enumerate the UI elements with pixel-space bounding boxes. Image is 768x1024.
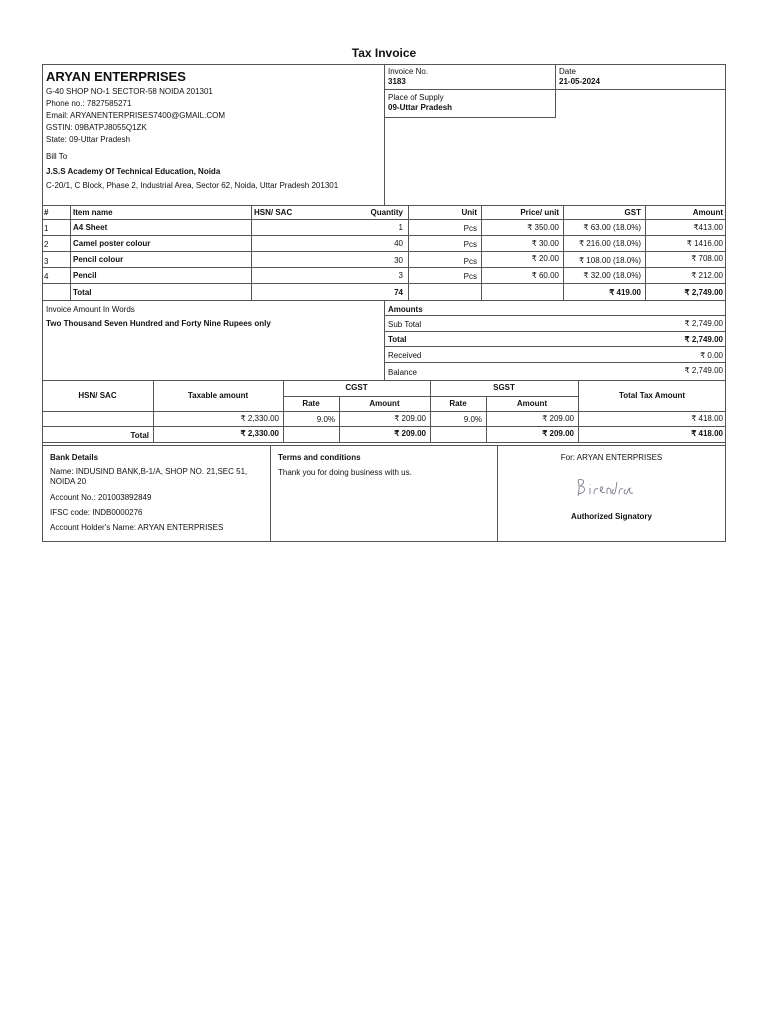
items-header-name: Item name bbox=[73, 208, 113, 217]
item-gst: ₹ 32.00 (18.0%) bbox=[583, 271, 641, 280]
tax-header-hsn: HSN/ SAC bbox=[78, 391, 117, 400]
bill-to-address: C-20/1, C Block, Phase 2, Industrial Area, Sector 62, Noida, Uttar Pradesh 201301 bbox=[46, 181, 339, 190]
items-header-unit: Unit bbox=[461, 208, 477, 217]
item-quantity: 3 bbox=[398, 271, 403, 280]
tax-row-cgst-rate: 9.0% bbox=[316, 415, 335, 424]
items-col-rule bbox=[70, 205, 71, 300]
bank-holder: Account Holder's Name: ARYAN ENTERPRISES bbox=[50, 523, 224, 532]
tax-header-total-tax: Total Tax Amount bbox=[618, 391, 686, 400]
invoice-no: 3183 bbox=[388, 77, 406, 86]
items-total-amount: ₹ 2,749.00 bbox=[684, 288, 723, 297]
total-label: Total bbox=[388, 335, 407, 344]
item-gst: ₹ 108.00 (18.0%) bbox=[578, 256, 641, 265]
item-unit: Pcs bbox=[463, 224, 477, 233]
invoice-no-label: Invoice No. bbox=[388, 67, 429, 76]
tax-total-sgst-amount: ₹ 209.00 bbox=[542, 429, 574, 438]
item-gst: ₹ 216.00 (18.0%) bbox=[578, 239, 641, 248]
seller-gstin: GSTIN: 09BATPJ8055Q1ZK bbox=[46, 123, 147, 132]
item-index: 3 bbox=[44, 257, 49, 266]
items-row-rule bbox=[42, 251, 726, 252]
tax-table-bottom bbox=[42, 442, 726, 443]
seller-address: G-40 SHOP NO-1 SECTOR-58 NOIDA 201301 bbox=[46, 87, 213, 96]
tax-row-cgst-amount: ₹ 209.00 bbox=[394, 414, 426, 423]
item-gst: ₹ 63.00 (18.0%) bbox=[583, 223, 641, 232]
items-total-label: Total bbox=[73, 288, 92, 297]
item-quantity: 30 bbox=[394, 256, 403, 265]
header-rule-2 bbox=[384, 117, 555, 118]
item-name: Pencil colour bbox=[73, 255, 124, 264]
item-amount: ₹ 708.00 bbox=[691, 254, 723, 263]
item-quantity: 1 bbox=[398, 223, 403, 232]
tax-header-cgst-rate: Rate bbox=[302, 399, 320, 408]
document-title: Tax Invoice bbox=[351, 46, 417, 60]
header-divider bbox=[384, 64, 385, 206]
tax-row-rule bbox=[42, 426, 726, 427]
bank-name: Name: INDUSIND BANK,B-1/A, SHOP NO. 21,SEC 51, NOIDA 20 bbox=[50, 467, 248, 486]
place-of-supply: 09-Uttar Pradesh bbox=[388, 103, 453, 112]
items-row-rule bbox=[42, 267, 726, 268]
items-total-gst: ₹ 419.00 bbox=[609, 288, 641, 297]
bank-ifsc: IFSC code: INDB0000276 bbox=[50, 508, 143, 517]
date-label: Date bbox=[559, 67, 576, 76]
header-divider-2 bbox=[555, 64, 556, 118]
items-col-rule bbox=[408, 205, 409, 300]
amounts-rule bbox=[384, 362, 726, 363]
bill-to-label: Bill To bbox=[46, 152, 68, 161]
amounts-rule bbox=[384, 315, 726, 316]
items-header-hsn: HSN/ SAC bbox=[254, 208, 293, 217]
amounts-divider bbox=[384, 300, 385, 380]
amounts-label: Amounts bbox=[388, 305, 423, 314]
items-col-rule bbox=[563, 205, 564, 300]
item-quantity: 40 bbox=[394, 239, 403, 248]
items-row-rule bbox=[42, 283, 726, 284]
bank-account: Account No.: 201003892849 bbox=[50, 493, 152, 502]
amount-in-words: Two Thousand Seven Hundred and Forty Nine Rupees only bbox=[46, 319, 271, 328]
bank-details-label: Bank Details bbox=[50, 453, 99, 462]
items-col-rule bbox=[251, 205, 252, 300]
item-index: 4 bbox=[44, 272, 49, 281]
authorized-signatory-label: Authorized Signatory bbox=[571, 512, 652, 521]
tax-header-taxable: Taxable amount bbox=[187, 391, 249, 400]
items-total-quantity: 74 bbox=[394, 288, 403, 297]
item-price: ₹ 20.00 bbox=[531, 254, 559, 263]
tax-header-rule bbox=[42, 411, 726, 412]
sub-total-value: ₹ 2,749.00 bbox=[684, 319, 723, 328]
amounts-rule bbox=[384, 346, 726, 347]
invoice-date: 21-05-2024 bbox=[559, 77, 600, 86]
footer-col-rule bbox=[270, 445, 271, 542]
header-rule bbox=[384, 89, 726, 90]
items-header-amount: Amount bbox=[692, 208, 723, 217]
amount-in-words-label: Invoice Amount In Words bbox=[46, 305, 135, 314]
terms-label: Terms and conditions bbox=[278, 453, 361, 462]
item-price: ₹ 350.00 bbox=[527, 223, 559, 232]
amounts-rule bbox=[384, 331, 726, 332]
signatory-for: For: ARYAN ENTERPRISES bbox=[560, 453, 663, 462]
item-name: Camel poster colour bbox=[73, 239, 151, 248]
seller-name: ARYAN ENTERPRISES bbox=[46, 69, 186, 84]
tax-row-taxable: ₹ 2,330.00 bbox=[240, 414, 279, 423]
tax-row-sgst-rate: 9.0% bbox=[463, 415, 482, 424]
tax-total-tax: ₹ 418.00 bbox=[691, 429, 723, 438]
terms-text: Thank you for doing business with us. bbox=[278, 468, 412, 477]
footer-top-rule bbox=[42, 445, 726, 446]
seller-email: Email: ARYANENTERPRISES7400@GMAIL.COM bbox=[46, 111, 225, 120]
balance-value: ₹ 2,749.00 bbox=[684, 366, 723, 375]
place-of-supply-label: Place of Supply bbox=[388, 93, 444, 102]
tax-table-top bbox=[42, 380, 726, 381]
tax-row-total-tax: ₹ 418.00 bbox=[691, 414, 723, 423]
item-price: ₹ 60.00 bbox=[531, 271, 559, 280]
items-col-rule bbox=[481, 205, 482, 300]
item-name: Pencil bbox=[73, 271, 97, 280]
tax-header-cgst-amount: Amount bbox=[369, 399, 400, 408]
item-unit: Pcs bbox=[463, 257, 477, 266]
item-amount: ₹413.00 bbox=[693, 223, 723, 232]
signature-image bbox=[574, 474, 646, 500]
tax-header-sgst-rate: Rate bbox=[449, 399, 467, 408]
bill-to-name: J.S.S Academy Of Technical Education, Noida bbox=[46, 167, 221, 176]
item-amount: ₹ 1416.00 bbox=[686, 239, 723, 248]
balance-label: Balance bbox=[388, 368, 417, 377]
seller-phone: Phone no.: 7827585271 bbox=[46, 99, 132, 108]
received-value: ₹ 0.00 bbox=[700, 351, 723, 360]
item-index: 2 bbox=[44, 240, 49, 249]
items-header-rule bbox=[42, 219, 726, 220]
item-unit: Pcs bbox=[463, 272, 477, 281]
items-header-gst: GST bbox=[624, 208, 641, 217]
tax-total-cgst-amount: ₹ 209.00 bbox=[394, 429, 426, 438]
tax-header-sgst-amount: Amount bbox=[516, 399, 548, 408]
seller-state: State: 09-Uttar Pradesh bbox=[46, 135, 131, 144]
item-amount: ₹ 212.00 bbox=[691, 271, 723, 280]
items-row-rule bbox=[42, 235, 726, 236]
items-header-index: # bbox=[44, 208, 49, 217]
tax-total-label: Total bbox=[130, 431, 149, 440]
item-index: 1 bbox=[44, 224, 49, 233]
items-table-top bbox=[42, 205, 726, 206]
tax-total-taxable: ₹ 2,330.00 bbox=[240, 429, 279, 438]
total-value: ₹ 2,749.00 bbox=[684, 335, 723, 344]
sub-total-label: Sub Total bbox=[388, 320, 422, 329]
item-price: ₹ 30.00 bbox=[531, 239, 559, 248]
items-col-rule bbox=[645, 205, 646, 300]
tax-header-cgst: CGST bbox=[345, 383, 368, 392]
tax-header-sgst: SGST bbox=[493, 383, 515, 392]
received-label: Received bbox=[388, 351, 422, 360]
item-name: A4 Sheet bbox=[73, 223, 108, 232]
tax-row-sgst-amount: ₹ 209.00 bbox=[542, 414, 574, 423]
items-header-quantity: Quantity bbox=[370, 208, 403, 217]
item-unit: Pcs bbox=[463, 240, 477, 249]
items-header-price: Price/ unit bbox=[520, 208, 559, 217]
